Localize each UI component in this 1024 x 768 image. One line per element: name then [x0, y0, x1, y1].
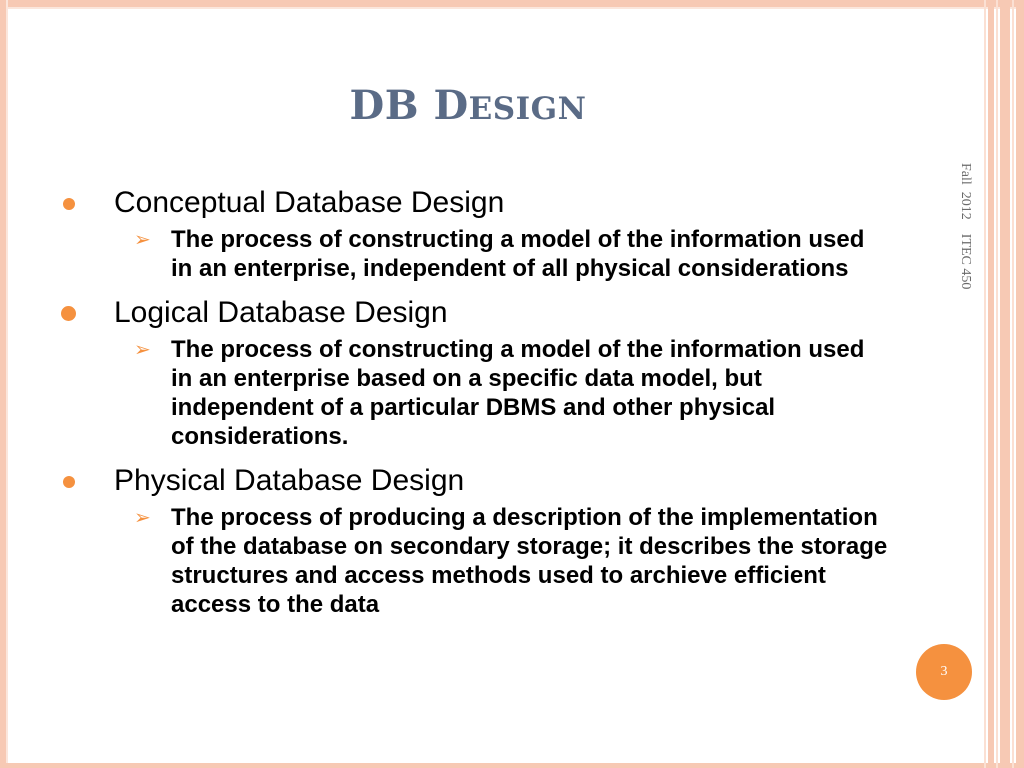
orange-arrow-bullet-icon: ➢ — [134, 505, 151, 529]
sub-bullet-text: The process of constructing a model of the information used in an enterprise, independent of all physical considerations — [171, 226, 865, 282]
bullet-item — [60, 185, 890, 221]
page-number-badge — [916, 644, 972, 700]
stripe — [984, 0, 986, 768]
orange-circle-bullet-icon — [63, 198, 75, 210]
stripe — [996, 0, 998, 768]
orange-circle-bullet-icon — [63, 476, 75, 488]
bullet-item — [60, 295, 890, 331]
bullet-heading: Conceptual Database Design — [114, 186, 505, 219]
bullet-item — [60, 463, 890, 499]
sub-bullet-text: The process of constructing a model of the information used in an enterprise based on a specific data model, but independent of a particular DBMS and other physical considerations. — [171, 336, 865, 450]
bullet-heading: Physical Database Design — [114, 464, 465, 497]
sub-bullet-text: The process of producing a description of the implementation of the database on secondary storage; it describes the storage structures and access methods used to archieve efficient access to the data — [171, 504, 888, 618]
sub-bullet-item — [134, 335, 890, 451]
title-rest: ESIGN — [468, 91, 587, 127]
orange-circle-bullet-icon — [61, 306, 76, 321]
sub-bullet-item — [134, 225, 890, 283]
orange-arrow-bullet-icon: ➢ — [134, 337, 151, 361]
orange-arrow-bullet-icon: ➢ — [134, 227, 151, 251]
stripe — [1012, 0, 1014, 768]
title-prefix: DB D — [349, 82, 469, 129]
course-label: Fall 2012 ITEC 450 — [958, 163, 973, 290]
stripe — [1000, 0, 1010, 768]
frame-top — [0, 0, 1024, 7]
frame-top-inner — [0, 7, 1024, 9]
frame-left-inner — [6, 0, 8, 768]
bullet-heading: Logical Database Design — [114, 296, 448, 329]
page-number: 3 — [940, 664, 948, 679]
decorative-stripes — [980, 0, 1024, 768]
frame-bottom — [0, 763, 1024, 768]
bullet-list — [60, 185, 890, 631]
stripe — [988, 0, 994, 768]
stripe — [1016, 0, 1024, 768]
page-title — [200, 82, 736, 129]
sub-bullet-item — [134, 503, 890, 619]
